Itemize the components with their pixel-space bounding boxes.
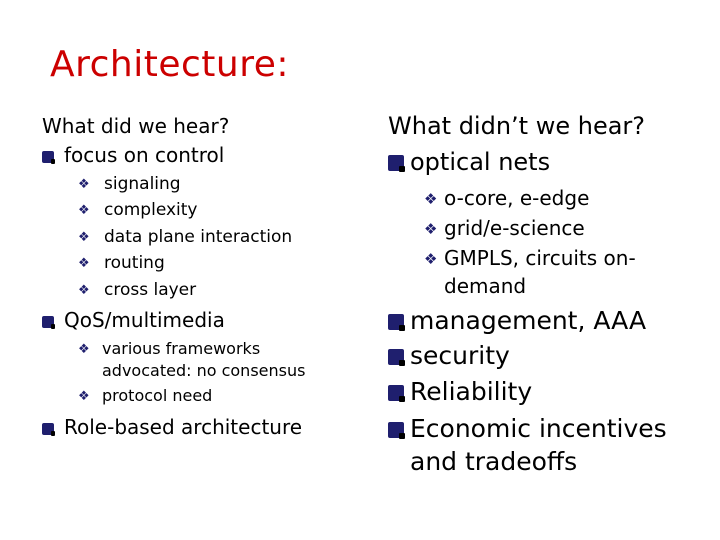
left-item-label: Role-based architecture [64, 415, 303, 439]
square-bullet-icon [388, 155, 404, 171]
checkmark-diamond-bullet-icon: ❖ [78, 342, 90, 357]
left-subitem-label: routing [104, 253, 165, 273]
left-item-label: QoS/multimedia [64, 308, 225, 332]
left-subitem-cross-layer [78, 280, 196, 300]
left-subitem-label: cross layer [104, 280, 197, 300]
checkmark-diamond-bullet-icon: ❖ [78, 389, 90, 404]
right-item-label: and tradeoffs [410, 447, 578, 476]
square-bullet-icon [388, 422, 404, 438]
left-item-label: focus on control [64, 143, 225, 167]
left-subitem-signaling [78, 174, 181, 194]
square-bullet-icon [388, 385, 404, 401]
left-subitem-label: protocol need [102, 386, 213, 405]
left-item-qos-multimedia [42, 308, 225, 332]
left-subitem-protocol-need [78, 386, 212, 405]
right-item-economic-incentives-cont [410, 447, 577, 476]
right-item-label: Reliability [410, 377, 533, 406]
checkmark-diamond-bullet-icon: ❖ [78, 176, 90, 192]
checkmark-diamond-bullet-icon: ❖ [78, 202, 90, 218]
right-item-security [388, 341, 510, 370]
right-heading: What didn’t we hear? [388, 112, 646, 140]
right-item-management [388, 306, 646, 335]
left-item-focus-on-control [42, 143, 224, 167]
left-heading: What did we hear? [42, 114, 230, 138]
left-subitem-various-frameworks-cont [102, 361, 305, 380]
square-bullet-icon [388, 314, 404, 330]
right-subitem-o-core [424, 186, 589, 210]
square-bullet-icon [42, 151, 54, 163]
square-bullet-icon [388, 349, 404, 365]
left-subitem-various-frameworks [78, 339, 260, 358]
right-item-economic-incentives [388, 414, 667, 443]
left-subitem-data-plane-interaction [78, 227, 292, 247]
left-subitem-label: signaling [104, 174, 181, 194]
checkmark-diamond-bullet-icon: ❖ [78, 229, 90, 245]
right-subitem-gmpls-cont [444, 274, 526, 298]
right-item-optical-nets [388, 148, 550, 176]
right-subitem-label: GMPLS, circuits on- [444, 246, 636, 270]
right-item-label: Economic incentives [410, 414, 667, 443]
slide-title: Architecture: [50, 44, 290, 85]
right-item-reliability [388, 377, 532, 406]
checkmark-diamond-bullet-icon: ❖ [424, 190, 438, 208]
left-subitem-label: complexity [104, 200, 198, 220]
checkmark-diamond-bullet-icon: ❖ [424, 250, 438, 268]
right-item-label: security [410, 341, 510, 370]
left-subitem-routing [78, 253, 165, 273]
left-subitem-label: various frameworks [102, 339, 261, 358]
right-subitem-label: o-core, e-edge [444, 186, 590, 210]
checkmark-diamond-bullet-icon: ❖ [78, 282, 90, 298]
checkmark-diamond-bullet-icon: ❖ [424, 220, 438, 238]
right-subitem-grid [424, 216, 585, 240]
left-item-role-based-architecture [42, 415, 302, 439]
right-subitem-label: demand [444, 274, 527, 298]
left-subitem-complexity [78, 200, 198, 220]
right-item-label: optical nets [410, 148, 551, 176]
left-subitem-label: advocated: no consensus [102, 361, 306, 380]
right-item-label: management, AAA [410, 306, 647, 335]
square-bullet-icon [42, 316, 54, 328]
left-subitem-label: data plane interaction [104, 227, 293, 247]
right-subitem-label: grid/e-science [444, 216, 585, 240]
checkmark-diamond-bullet-icon: ❖ [78, 255, 90, 271]
square-bullet-icon [42, 423, 54, 435]
right-subitem-gmpls [424, 246, 636, 270]
